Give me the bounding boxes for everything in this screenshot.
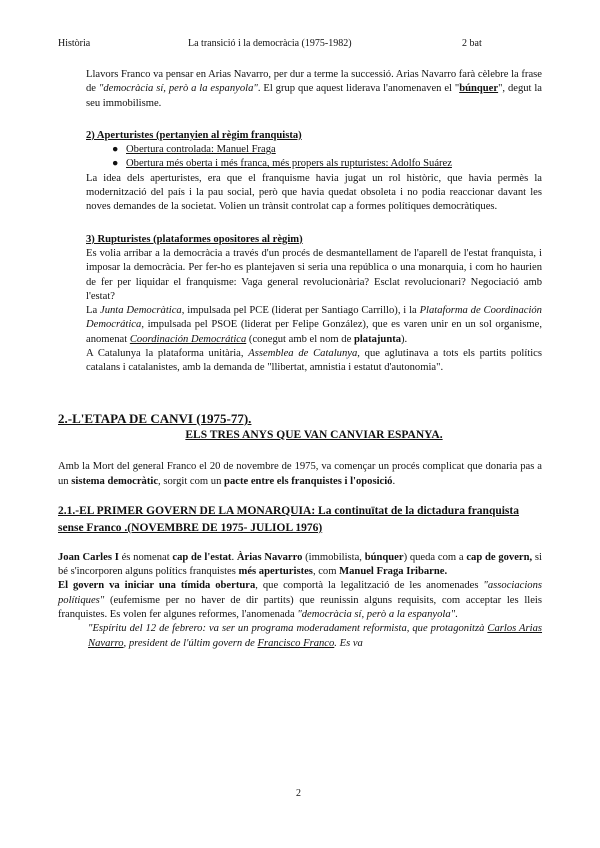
document-body bbox=[58, 68, 543, 651]
coordinacion-democratica: Coordinación Democrática bbox=[129, 333, 247, 345]
catalunya-paragraph: A Catalunya la plataforma unitària, Assemblea de Catalunya, que aglutinava a tots els partits polítics catalans i catalanistes, amb la demanda de "llibertat, amnistia i estatut d'autonomia". bbox=[86, 348, 542, 374]
subsection-heading: 2.1.-EL PRIMER GOVERN DE LA MONARQUIA: La continuïtat de la dictadura franquista sense Franco .(NOVEMBRE DE 1975- JULIOL 1976) bbox=[58, 504, 519, 534]
section-title: 2.-L'ETAPA DE CANVI (1975-77). bbox=[58, 410, 252, 426]
bullet-icon: ● bbox=[112, 158, 119, 170]
header-title: La transició i la democràcia (1975-1982) bbox=[188, 38, 352, 49]
bullet-icon: ● bbox=[112, 144, 119, 156]
intro-quote: "democràcia sí, però a la espanyola" bbox=[98, 83, 258, 95]
platajunta-term: platajunta bbox=[353, 333, 402, 345]
page-number: 2 bbox=[296, 788, 301, 799]
govern-paragraph: Joan Carles I és nomenat cap de l'estat. Àrias Navarro (immobilista, búnquer) queda com a cap de govern, si bé s'incorporen alguns polítics franquistes més aperturistes, com Manuel Fraga Iribarne. bbox=[58, 551, 542, 578]
header-course: 2 bat bbox=[462, 38, 482, 49]
aperturistes-heading: 2) Aperturistes (pertanyien al règim franquista) bbox=[86, 129, 302, 141]
bunquer-term: búnquer bbox=[459, 83, 499, 95]
junta-democratica: Junta Democràtica bbox=[100, 305, 182, 317]
list-item: ● Obertura més oberta i més franca, més propers als rupturistes: Adolfo Suárez bbox=[112, 157, 542, 171]
rupturistes-heading: 3) Rupturistes (plataformes opositores al règim) bbox=[86, 233, 303, 245]
aperturistes-list bbox=[86, 143, 542, 172]
header-subject: Història bbox=[58, 38, 91, 49]
aperturistes-paragraph: La idea dels aperturistes, era que el franquisme havia jugat un rol històric, que havia permès la modernització del país i la pau social, però que havia quedat obsoleta i no podia reaccionar davant les noves demandes de la societat. Volien un trànsit controlat cap a formes polítiques democràtiques. bbox=[86, 172, 542, 213]
platforms-paragraph: La Junta Democràtica, impulsada pel PCE (liderat per Santiago Carrillo), i la Plataforma de Coordinación Democrática, impulsada pel PSOE (liderat per Felipe González), que es varen unir en un sol organisme, anomenat Coordinación Democrática (conegut amb el nom de platajunta). bbox=[86, 305, 542, 345]
plataforma-coordinacion: Plataforma de Coordinación Democrática bbox=[86, 305, 542, 331]
section-intro-paragraph: Amb la Mort del general Franco el 20 de novembre de 1975, va començar un procés complicat que donaria pas a un sistema democràtic, sorgit com un pacte entre els franquistes i l'oposició. bbox=[58, 461, 542, 487]
section-subtitle: ELS TRES ANYS QUE VAN CANVIAR ESPANYA. bbox=[185, 428, 443, 441]
rupturistes-paragraph: Es volia arribar a la democràcia a través d'un procés de desmantellament de l'aparell de l'estat franquista, i imposar la democràcia. Per fer-ho es plantejaven si seria una república o una monarquia, i com ho haurien de fer per liquidar el franquisme: Vaga general revolucionària? Esclat revolucionari? Negociació amb l'estat? bbox=[86, 247, 542, 302]
obertura-paragraph: El govern va iniciar una tímida obertura, que comportà la legalització de les anomenades "associacions polítiques" (eufemisme per no haver de dir partits) que reunissin alguns requisits, com acceptar les lleis franquistes. Es volen fer algunes reformes, l'anomenada "democràcia sí, però a la espanyola". bbox=[58, 580, 542, 621]
list-item: ● Obertura controlada: Manuel Fraga bbox=[112, 143, 542, 157]
assemblea-catalunya: Assemblea de Catalunya bbox=[248, 348, 358, 360]
espiritu-quote: "Espíritu del 12 de febrero: va ser un programa moderadament reformista, que protagonitzà Carlos Arias Navarro, president de l'últim govern de Francisco Franco. Es va bbox=[88, 623, 543, 649]
intro-paragraph: Llavors Franco va pensar en Arias Navarro, per dur a terme la successió. Arias Navarro farà cèlebre la frase de "democràcia sí, però a la espanyola". El grup que aquest liderava l'anomenaven el "búnquer", degut la seu immobilisme. bbox=[86, 69, 543, 109]
